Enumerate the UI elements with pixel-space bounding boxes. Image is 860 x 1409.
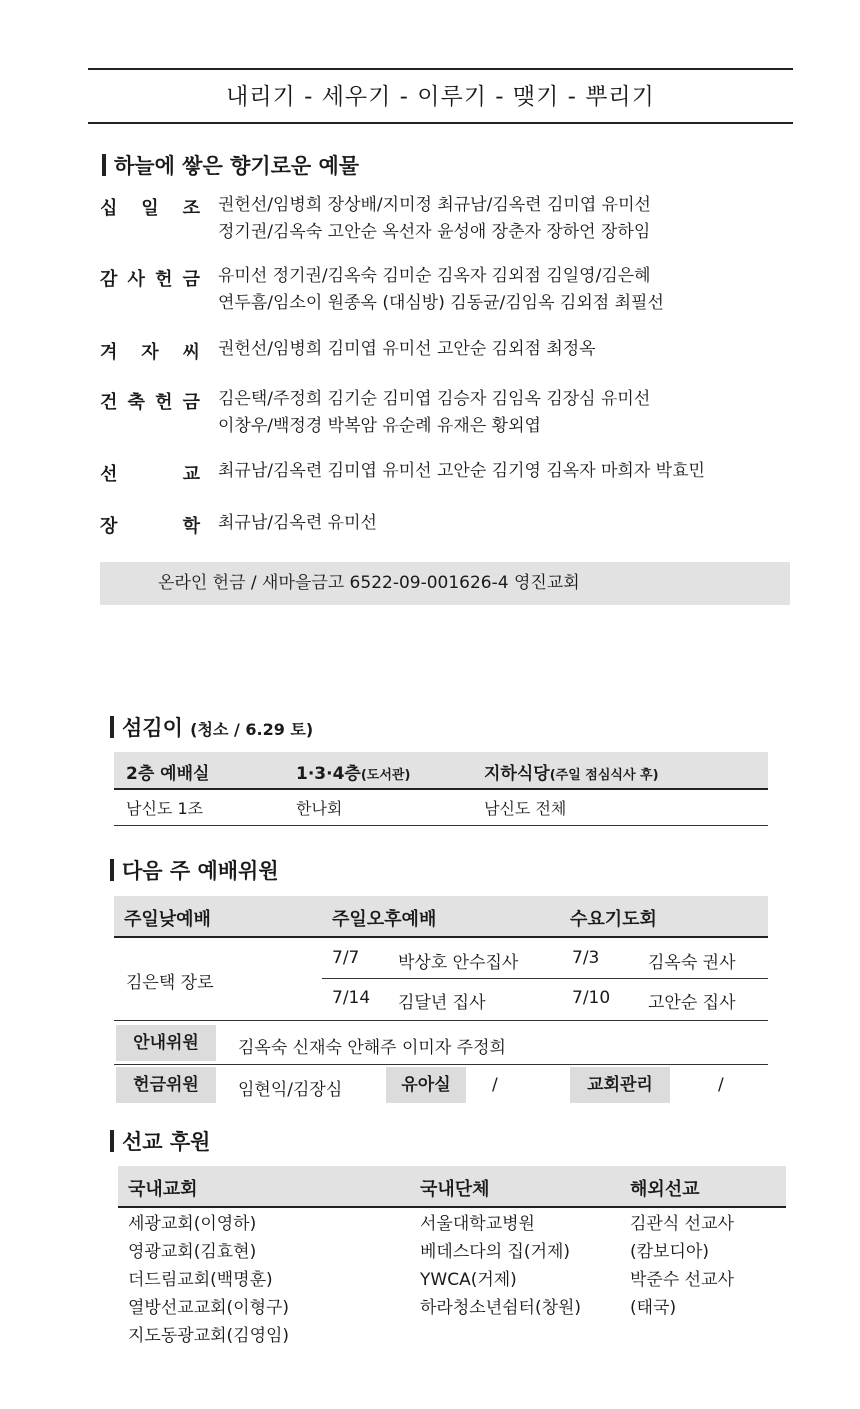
offering-donor-names (218, 458, 705, 485)
servers-value-134f: 한나회 (296, 799, 343, 818)
offering-category-char: 감 (100, 269, 118, 290)
offering-donor-line: 유미선 정기권/김옥숙 김미순 김옥자 김외점 김일영/김은혜 (218, 266, 651, 286)
offering-category-char: 헌 (155, 392, 173, 413)
next-week-header-rule (114, 936, 768, 938)
motto-bottom-rule (88, 122, 793, 124)
usher-names: 김옥숙 신재숙 안해주 이미자 주정희 (238, 1038, 506, 1058)
offering-donor-line: 이창우/백정경 박복암 유순례 유재은 황외엽 (218, 416, 541, 436)
mission-list-item: 서울대학교병원 (420, 1214, 535, 1234)
afternoon-name-2: 김달년 집사 (398, 993, 486, 1013)
offering-category-char: 씨 (182, 342, 200, 363)
usher-label: 안내위원 (116, 1025, 216, 1061)
servers-header-basement: 지하식당(주일 점심식사 후) (484, 764, 659, 784)
mission-list-item: 더드림교회(백명훈) (128, 1270, 273, 1290)
offering-donor-line: 최규남/김옥련 유미선 (218, 513, 377, 533)
servers-subtitle: (청소 / 6.29 토) (190, 720, 314, 739)
offering-donor-names (218, 336, 596, 363)
mission-list-item: (캄보디아) (630, 1242, 709, 1262)
offering-category-label (100, 512, 200, 538)
offering-category-char: 금 (182, 269, 200, 290)
next-week-header-band (114, 896, 768, 936)
church-management-value: / (718, 1075, 724, 1095)
servers-header-rule (114, 788, 768, 790)
servers-section-title (110, 712, 313, 742)
servers-header-band (114, 752, 768, 788)
servers-value-basement: 남신도 전체 (484, 799, 567, 818)
offerings-title-text: 하늘에 쌓은 향기로운 예물 (114, 154, 360, 178)
section-bar-icon (110, 716, 114, 738)
offering-category-label (100, 265, 200, 291)
online-offering-banner: 온라인 헌금 / 새마을금고 6522-09-001626-4 영진교회 (100, 562, 790, 605)
wednesday-date-1: 7/3 (572, 948, 600, 968)
offering-category-char: 십 (100, 198, 118, 219)
next-week-section-title (110, 855, 279, 885)
offering-category-char: 일 (141, 198, 159, 219)
servers-value-2f: 남신도 1조 (126, 799, 204, 818)
offering-category-char: 헌 (155, 269, 173, 290)
wednesday-name-1: 김옥숙 권사 (648, 953, 736, 973)
nursery-label: 유아실 (386, 1067, 466, 1103)
offering-donor-line: 권헌선/임병희 장상배/지미정 최규남/김옥련 김미엽 유미선 (218, 195, 651, 215)
mission-section-title (110, 1126, 210, 1156)
mission-header-rule (118, 1206, 786, 1208)
section-bar-icon (102, 154, 106, 176)
header-sunday-morning: 주일낮예배 (124, 909, 211, 930)
offering-donor-names (218, 192, 651, 246)
offering-category-char: 학 (182, 516, 200, 537)
next-week-mid-rule (322, 978, 768, 979)
mission-list-item: 베데스다의 집(거제) (420, 1242, 571, 1262)
offering-committee-names: 임현익/김장심 (238, 1080, 343, 1100)
offering-category-char: 축 (127, 392, 145, 413)
offering-category-label (100, 194, 200, 220)
offering-category-char: 사 (127, 269, 145, 290)
servers-header-2f: 2층 예배실 (126, 764, 210, 784)
offering-category-char: 교 (182, 464, 200, 485)
mission-list-item: YWCA(거제) (420, 1270, 517, 1290)
header-overseas: 해외선교 (630, 1179, 700, 1200)
section-bar-icon (110, 859, 114, 881)
offering-category-char: 자 (141, 342, 159, 363)
afternoon-date-2: 7/14 (332, 988, 371, 1008)
afternoon-name-1: 박상호 안수집사 (398, 953, 519, 973)
offering-donor-line: 정기권/김옥숙 고안순 옥선자 윤성애 장춘자 장하언 장하임 (218, 222, 651, 242)
usher-rule (114, 1064, 768, 1065)
offering-donor-line: 김은택/주정희 김기순 김미엽 김승자 김임옥 김장심 유미선 (218, 389, 651, 409)
offering-category-label (100, 388, 200, 414)
offering-category-char: 선 (100, 464, 118, 485)
offering-donor-line: 연두흠/임소이 원종옥 (대심방) 김동균/김임옥 김외점 최필선 (218, 293, 664, 313)
mission-list-item: 영광교회(김효현) (128, 1242, 257, 1262)
mission-list-item: (태국) (630, 1298, 677, 1318)
sunday-morning-leader: 김은택 장로 (126, 973, 214, 993)
wednesday-date-2: 7/10 (572, 988, 611, 1008)
offering-category-char: 조 (182, 198, 200, 219)
header-domestic-churches: 국내교회 (128, 1179, 198, 1200)
offerings-section-title (102, 150, 359, 180)
offering-donor-line: 최규남/김옥련 김미엽 유미선 고안순 김기영 김옥자 마희자 박효민 (218, 461, 705, 481)
servers-bottom-rule (114, 825, 768, 826)
mission-title-text: 선교 후원 (122, 1130, 211, 1154)
offering-category-char: 금 (182, 392, 200, 413)
mission-list-item: 세광교회(이영하) (128, 1214, 257, 1234)
overseas-list (630, 1210, 734, 1322)
servers-title-text: 섬김이 (122, 716, 183, 740)
offering-category-label (100, 460, 200, 486)
header-domestic-orgs: 국내단체 (420, 1179, 490, 1200)
wednesday-name-2: 고안순 집사 (648, 993, 736, 1013)
offering-donor-line: 권헌선/임병희 김미엽 유미선 고안순 김외점 최정옥 (218, 339, 596, 359)
church-management-label: 교회관리 (570, 1067, 670, 1103)
mission-list-item: 박준수 선교사 (630, 1270, 734, 1290)
mission-list-item: 열방선교교회(이형구) (128, 1298, 290, 1318)
offering-category-label (100, 338, 200, 364)
offering-category-char: 건 (100, 392, 118, 413)
afternoon-date-1: 7/7 (332, 948, 360, 968)
header-wednesday: 수요기도회 (570, 909, 657, 930)
mission-list-item: 지도동광교회(김영임) (128, 1326, 290, 1346)
offering-category-char: 장 (100, 516, 118, 537)
header-sunday-afternoon: 주일오후예배 (332, 909, 437, 930)
offering-donor-names (218, 263, 664, 317)
next-week-rows-rule (114, 1020, 768, 1021)
mission-list-item: 김관식 선교사 (630, 1214, 734, 1234)
offering-category-char: 겨 (100, 342, 118, 363)
church-motto: 내리기 - 세우기 - 이루기 - 맺기 - 뿌리기 (226, 84, 655, 110)
top-rule (88, 68, 793, 70)
mission-list-item: 하라청소년쉼터(창원) (420, 1298, 582, 1318)
next-week-title-text: 다음 주 예배위원 (122, 859, 279, 883)
servers-header-134f: 1·3·4층(도서관) (296, 764, 411, 784)
offering-committee-label: 헌금위원 (116, 1067, 216, 1103)
section-bar-icon (110, 1130, 114, 1152)
offering-donor-names (218, 386, 650, 440)
nursery-value: / (492, 1075, 498, 1095)
offering-donor-names (218, 510, 377, 537)
domestic-churches-list (128, 1210, 289, 1350)
domestic-orgs-list (420, 1210, 581, 1322)
